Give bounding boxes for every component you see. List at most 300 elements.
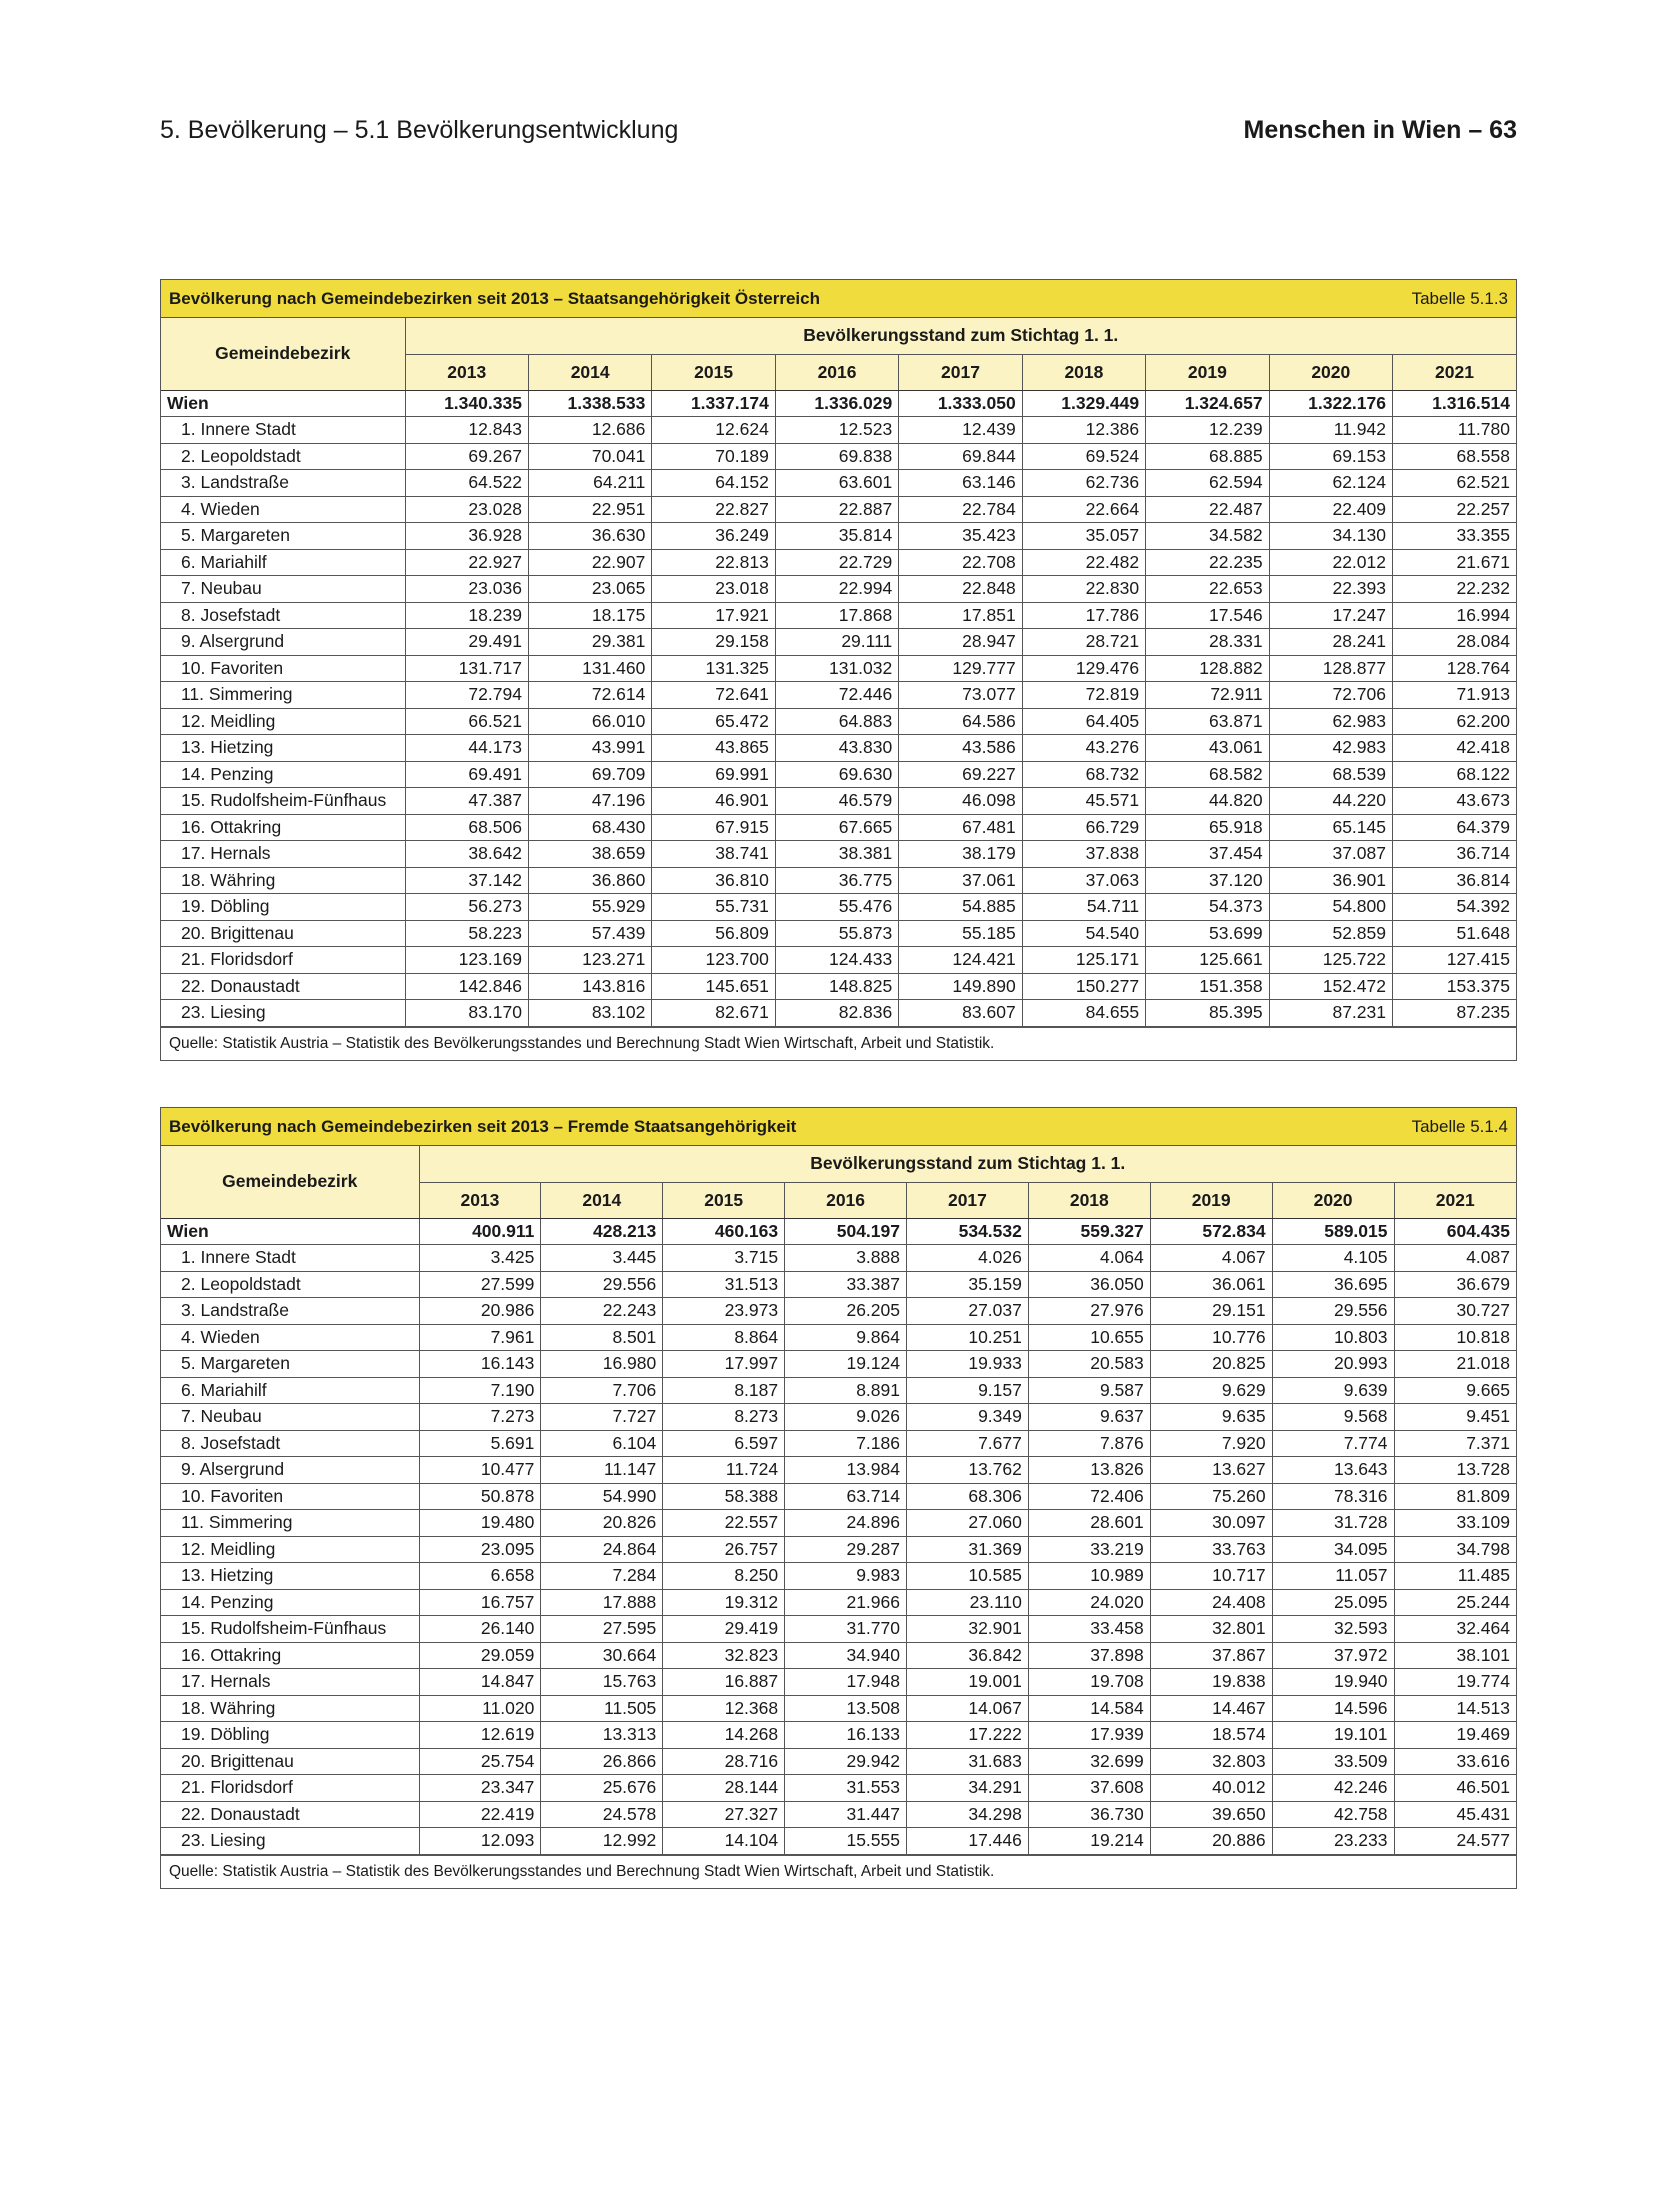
population-value: 31.683 — [907, 1748, 1029, 1775]
population-value: 125.171 — [1022, 947, 1145, 974]
population-value: 22.848 — [899, 576, 1022, 603]
table-row — [161, 1536, 1516, 1563]
population-value: 34.940 — [785, 1642, 907, 1669]
population-value: 400.911 — [419, 1218, 541, 1245]
population-value: 33.219 — [1028, 1536, 1150, 1563]
population-value: 7.186 — [785, 1430, 907, 1457]
table-title: Bevölkerung nach Gemeindebezirken seit 2013 – Fremde Staatsangehörigkeit — [169, 1116, 797, 1136]
population-value: 32.801 — [1150, 1616, 1272, 1643]
population-value: 34.095 — [1272, 1536, 1394, 1563]
population-value: 23.095 — [419, 1536, 541, 1563]
population-value: 54.885 — [899, 894, 1022, 921]
table-row — [161, 655, 1516, 682]
population-value: 7.774 — [1272, 1430, 1394, 1457]
district-name: 6. Mariahilf — [161, 549, 405, 576]
table-row — [161, 1642, 1516, 1669]
table-row — [161, 417, 1516, 444]
population-value: 16.757 — [419, 1589, 541, 1616]
population-value: 35.814 — [775, 523, 898, 550]
population-value: 6.597 — [663, 1430, 785, 1457]
population-value: 3.715 — [663, 1245, 785, 1272]
column-group-header: Bevölkerungsstand zum Stichtag 1. 1. — [419, 1146, 1516, 1182]
population-value: 32.803 — [1150, 1748, 1272, 1775]
population-value: 7.371 — [1394, 1430, 1516, 1457]
population-value: 16.133 — [785, 1722, 907, 1749]
population-value: 50.878 — [419, 1483, 541, 1510]
population-value: 55.929 — [528, 894, 651, 921]
table-row — [161, 947, 1516, 974]
population-value: 29.111 — [775, 629, 898, 656]
population-value: 23.233 — [1272, 1828, 1394, 1855]
population-value: 19.312 — [663, 1589, 785, 1616]
population-value: 20.825 — [1150, 1351, 1272, 1378]
population-value: 36.860 — [528, 867, 651, 894]
population-value: 23.028 — [405, 496, 528, 523]
population-value: 559.327 — [1028, 1218, 1150, 1245]
district-name: 14. Penzing — [161, 761, 405, 788]
population-value: 22.653 — [1146, 576, 1269, 603]
population-value: 12.386 — [1022, 417, 1145, 444]
population-value: 55.185 — [899, 920, 1022, 947]
population-value: 64.211 — [528, 470, 651, 497]
population-value: 29.491 — [405, 629, 528, 656]
population-value: 36.730 — [1028, 1801, 1150, 1828]
table-row — [161, 1000, 1516, 1027]
population-value: 129.476 — [1022, 655, 1145, 682]
population-value: 9.587 — [1028, 1377, 1150, 1404]
table-row — [161, 1510, 1516, 1537]
population-value: 46.579 — [775, 788, 898, 815]
population-value: 14.467 — [1150, 1695, 1272, 1722]
population-value: 37.061 — [899, 867, 1022, 894]
population-value: 125.722 — [1269, 947, 1392, 974]
district-name: 16. Ottakring — [161, 1642, 419, 1669]
population-value: 29.419 — [663, 1616, 785, 1643]
population-value: 62.200 — [1393, 708, 1517, 735]
population-value: 9.637 — [1028, 1404, 1150, 1431]
column-header-gemeindebezirk: Gemeindebezirk — [161, 1146, 419, 1218]
population-value: 131.460 — [528, 655, 651, 682]
population-value: 9.629 — [1150, 1377, 1272, 1404]
population-value: 69.524 — [1022, 443, 1145, 470]
population-value: 33.387 — [785, 1271, 907, 1298]
table-row — [161, 1563, 1516, 1590]
population-value: 19.001 — [907, 1669, 1029, 1696]
population-value: 25.754 — [419, 1748, 541, 1775]
population-value: 128.764 — [1393, 655, 1517, 682]
population-value: 29.556 — [1272, 1298, 1394, 1325]
population-value: 63.601 — [775, 470, 898, 497]
population-value: 52.859 — [1269, 920, 1392, 947]
population-value: 54.990 — [541, 1483, 663, 1510]
population-value: 27.327 — [663, 1801, 785, 1828]
population-value: 34.798 — [1394, 1536, 1516, 1563]
population-value: 124.421 — [899, 947, 1022, 974]
population-value: 57.439 — [528, 920, 651, 947]
population-value: 27.599 — [419, 1271, 541, 1298]
population-value: 67.915 — [652, 814, 775, 841]
table-body — [161, 390, 1516, 1026]
population-value: 33.355 — [1393, 523, 1517, 550]
population-value: 1.322.176 — [1269, 390, 1392, 417]
population-value: 10.655 — [1028, 1324, 1150, 1351]
population-value: 24.864 — [541, 1536, 663, 1563]
district-name: 5. Margareten — [161, 1351, 419, 1378]
population-value: 17.997 — [663, 1351, 785, 1378]
population-value: 23.036 — [405, 576, 528, 603]
population-value: 28.331 — [1146, 629, 1269, 656]
column-group-header: Bevölkerungsstand zum Stichtag 1. 1. — [405, 318, 1516, 354]
population-value: 68.430 — [528, 814, 651, 841]
table-row — [161, 470, 1516, 497]
population-value: 29.381 — [528, 629, 651, 656]
table-row — [161, 1457, 1516, 1484]
population-value: 22.232 — [1393, 576, 1517, 603]
population-value: 25.095 — [1272, 1589, 1394, 1616]
population-value: 145.651 — [652, 973, 775, 1000]
district-name: 19. Döbling — [161, 894, 405, 921]
table-row — [161, 841, 1516, 868]
population-value: 22.557 — [663, 1510, 785, 1537]
population-value: 1.329.449 — [1022, 390, 1145, 417]
district-name: 21. Floridsdorf — [161, 947, 405, 974]
population-value: 460.163 — [663, 1218, 785, 1245]
district-name: 22. Donaustadt — [161, 1801, 419, 1828]
table-row — [161, 1748, 1516, 1775]
population-value: 37.898 — [1028, 1642, 1150, 1669]
district-name: 17. Hernals — [161, 1669, 419, 1696]
population-value: 22.393 — [1269, 576, 1392, 603]
population-value: 20.886 — [1150, 1828, 1272, 1855]
population-value: 72.706 — [1269, 682, 1392, 709]
population-value: 24.020 — [1028, 1589, 1150, 1616]
publication-title: Menschen in Wien – 63 — [1243, 115, 1517, 144]
population-value: 19.101 — [1272, 1722, 1394, 1749]
population-value: 36.928 — [405, 523, 528, 550]
table-row — [161, 761, 1516, 788]
population-value: 129.777 — [899, 655, 1022, 682]
population-value: 37.972 — [1272, 1642, 1394, 1669]
year-header: 2021 — [1393, 354, 1517, 390]
population-value: 9.568 — [1272, 1404, 1394, 1431]
population-value: 37.120 — [1146, 867, 1269, 894]
table-row — [161, 602, 1516, 629]
district-name: 2. Leopoldstadt — [161, 443, 405, 470]
population-value: 31.770 — [785, 1616, 907, 1643]
population-value: 3.445 — [541, 1245, 663, 1272]
table-row — [161, 523, 1516, 550]
population-value: 7.273 — [419, 1404, 541, 1431]
table-row — [161, 682, 1516, 709]
population-value: 38.741 — [652, 841, 775, 868]
year-header: 2020 — [1272, 1182, 1394, 1218]
population-value: 36.714 — [1393, 841, 1517, 868]
population-value: 58.388 — [663, 1483, 785, 1510]
table-row — [161, 1271, 1516, 1298]
population-value: 68.122 — [1393, 761, 1517, 788]
district-name: 1. Innere Stadt — [161, 1245, 419, 1272]
population-value: 31.728 — [1272, 1510, 1394, 1537]
population-value: 62.521 — [1393, 470, 1517, 497]
population-value: 1.333.050 — [899, 390, 1022, 417]
population-value: 14.847 — [419, 1669, 541, 1696]
population-value: 1.336.029 — [775, 390, 898, 417]
population-value: 7.284 — [541, 1563, 663, 1590]
population-value: 46.901 — [652, 788, 775, 815]
district-name: 9. Alsergrund — [161, 1457, 419, 1484]
population-value: 9.635 — [1150, 1404, 1272, 1431]
table-row — [161, 1801, 1516, 1828]
district-name: 10. Favoriten — [161, 655, 405, 682]
population-value: 62.983 — [1269, 708, 1392, 735]
district-name: 5. Margareten — [161, 523, 405, 550]
district-name: 17. Hernals — [161, 841, 405, 868]
population-value: 17.851 — [899, 602, 1022, 629]
population-value: 72.819 — [1022, 682, 1145, 709]
population-value: 51.648 — [1393, 920, 1517, 947]
year-header: 2014 — [528, 354, 651, 390]
population-value: 8.250 — [663, 1563, 785, 1590]
population-value: 38.659 — [528, 841, 651, 868]
population-value: 142.846 — [405, 973, 528, 1000]
population-value: 27.595 — [541, 1616, 663, 1643]
population-value: 10.776 — [1150, 1324, 1272, 1351]
population-value: 28.947 — [899, 629, 1022, 656]
year-header: 2013 — [405, 354, 528, 390]
population-value: 28.241 — [1269, 629, 1392, 656]
table-row — [161, 1404, 1516, 1431]
population-value: 6.658 — [419, 1563, 541, 1590]
population-value: 572.834 — [1150, 1218, 1272, 1245]
district-name: Wien — [161, 1218, 419, 1245]
population-value: 69.227 — [899, 761, 1022, 788]
population-value: 13.313 — [541, 1722, 663, 1749]
district-name: 12. Meidling — [161, 1536, 419, 1563]
population-value: 19.838 — [1150, 1669, 1272, 1696]
population-value: 19.469 — [1394, 1722, 1516, 1749]
table-row — [161, 973, 1516, 1000]
population-value: 55.476 — [775, 894, 898, 921]
population-value: 1.340.335 — [405, 390, 528, 417]
population-value: 149.890 — [899, 973, 1022, 1000]
population-value: 33.109 — [1394, 1510, 1516, 1537]
population-value: 22.708 — [899, 549, 1022, 576]
population-value: 68.506 — [405, 814, 528, 841]
population-value: 13.627 — [1150, 1457, 1272, 1484]
population-value: 3.425 — [419, 1245, 541, 1272]
population-value: 8.273 — [663, 1404, 785, 1431]
population-value: 28.721 — [1022, 629, 1145, 656]
population-value: 43.586 — [899, 735, 1022, 762]
population-value: 69.844 — [899, 443, 1022, 470]
population-value: 123.169 — [405, 947, 528, 974]
population-value: 55.731 — [652, 894, 775, 921]
population-value: 69.630 — [775, 761, 898, 788]
population-value: 40.012 — [1150, 1775, 1272, 1802]
population-value: 64.152 — [652, 470, 775, 497]
population-value: 22.813 — [652, 549, 775, 576]
population-value: 428.213 — [541, 1218, 663, 1245]
population-value: 7.706 — [541, 1377, 663, 1404]
district-name: 19. Döbling — [161, 1722, 419, 1749]
population-value: 68.558 — [1393, 443, 1517, 470]
district-name: 21. Floridsdorf — [161, 1775, 419, 1802]
population-value: 10.989 — [1028, 1563, 1150, 1590]
population-value: 43.991 — [528, 735, 651, 762]
population-value: 54.373 — [1146, 894, 1269, 921]
table-row — [161, 1324, 1516, 1351]
population-value: 128.882 — [1146, 655, 1269, 682]
population-value: 38.381 — [775, 841, 898, 868]
population-value: 69.267 — [405, 443, 528, 470]
table-row — [161, 708, 1516, 735]
population-value: 7.190 — [419, 1377, 541, 1404]
population-value: 20.583 — [1028, 1351, 1150, 1378]
population-value: 604.435 — [1394, 1218, 1516, 1245]
population-value: 13.984 — [785, 1457, 907, 1484]
population-value: 1.316.514 — [1393, 390, 1517, 417]
population-value: 22.784 — [899, 496, 1022, 523]
population-value: 64.522 — [405, 470, 528, 497]
population-value: 46.098 — [899, 788, 1022, 815]
population-value: 14.104 — [663, 1828, 785, 1855]
population-value: 24.896 — [785, 1510, 907, 1537]
population-value: 36.061 — [1150, 1271, 1272, 1298]
population-value: 54.392 — [1393, 894, 1517, 921]
population-value: 29.059 — [419, 1642, 541, 1669]
population-value: 67.481 — [899, 814, 1022, 841]
population-value: 45.431 — [1394, 1801, 1516, 1828]
population-value: 4.064 — [1028, 1245, 1150, 1272]
population-value: 67.665 — [775, 814, 898, 841]
population-value: 589.015 — [1272, 1218, 1394, 1245]
population-value: 28.716 — [663, 1748, 785, 1775]
population-value: 4.026 — [907, 1245, 1029, 1272]
table-row — [161, 867, 1516, 894]
population-value: 16.143 — [419, 1351, 541, 1378]
population-value: 32.823 — [663, 1642, 785, 1669]
population-value: 23.973 — [663, 1298, 785, 1325]
population-value: 72.641 — [652, 682, 775, 709]
population-value: 28.084 — [1393, 629, 1517, 656]
population-value: 44.820 — [1146, 788, 1269, 815]
population-value: 22.951 — [528, 496, 651, 523]
population-value: 131.717 — [405, 655, 528, 682]
population-value: 10.803 — [1272, 1324, 1394, 1351]
table-row — [161, 894, 1516, 921]
district-name: 8. Josefstadt — [161, 1430, 419, 1457]
population-value: 14.584 — [1028, 1695, 1150, 1722]
population-value: 72.406 — [1028, 1483, 1150, 1510]
population-value: 152.472 — [1269, 973, 1392, 1000]
population-value: 37.608 — [1028, 1775, 1150, 1802]
district-name: 6. Mariahilf — [161, 1377, 419, 1404]
district-name: 7. Neubau — [161, 1404, 419, 1431]
year-header: 2016 — [775, 354, 898, 390]
population-value: 20.986 — [419, 1298, 541, 1325]
population-value: 70.041 — [528, 443, 651, 470]
year-header: 2018 — [1028, 1182, 1150, 1218]
population-value: 13.643 — [1272, 1457, 1394, 1484]
population-value: 20.826 — [541, 1510, 663, 1537]
population-value: 31.553 — [785, 1775, 907, 1802]
population-value: 34.130 — [1269, 523, 1392, 550]
population-value: 69.153 — [1269, 443, 1392, 470]
population-value: 17.786 — [1022, 602, 1145, 629]
population-value: 37.454 — [1146, 841, 1269, 868]
population-value: 32.464 — [1394, 1616, 1516, 1643]
population-value: 12.619 — [419, 1722, 541, 1749]
table-row — [161, 496, 1516, 523]
population-value: 23.347 — [419, 1775, 541, 1802]
population-value: 18.175 — [528, 602, 651, 629]
population-value: 62.736 — [1022, 470, 1145, 497]
population-value: 22.012 — [1269, 549, 1392, 576]
population-value: 64.586 — [899, 708, 1022, 735]
table-row — [161, 1430, 1516, 1457]
population-value: 22.827 — [652, 496, 775, 523]
table-block-foreign — [160, 1107, 1517, 1889]
population-value: 65.918 — [1146, 814, 1269, 841]
population-value: 22.487 — [1146, 496, 1269, 523]
population-value: 6.104 — [541, 1430, 663, 1457]
population-value: 70.189 — [652, 443, 775, 470]
population-value: 37.867 — [1150, 1642, 1272, 1669]
population-value: 54.800 — [1269, 894, 1392, 921]
year-header: 2017 — [899, 354, 1022, 390]
population-value: 68.306 — [907, 1483, 1029, 1510]
population-value: 20.993 — [1272, 1351, 1394, 1378]
year-header: 2017 — [907, 1182, 1029, 1218]
population-value: 38.642 — [405, 841, 528, 868]
population-value: 39.650 — [1150, 1801, 1272, 1828]
table-row — [161, 1775, 1516, 1802]
population-value: 15.763 — [541, 1669, 663, 1696]
population-value: 8.501 — [541, 1324, 663, 1351]
table-row — [161, 1616, 1516, 1643]
population-value: 10.717 — [1150, 1563, 1272, 1590]
population-value: 153.375 — [1393, 973, 1517, 1000]
population-value: 19.708 — [1028, 1669, 1150, 1696]
population-value: 72.614 — [528, 682, 651, 709]
population-value: 84.655 — [1022, 1000, 1145, 1027]
district-name: 4. Wieden — [161, 496, 405, 523]
population-value: 87.231 — [1269, 1000, 1392, 1027]
population-value: 125.661 — [1146, 947, 1269, 974]
district-name: 9. Alsergrund — [161, 629, 405, 656]
district-name: 1. Innere Stadt — [161, 417, 405, 444]
population-value: 12.368 — [663, 1695, 785, 1722]
column-header-gemeindebezirk: Gemeindebezirk — [161, 318, 405, 390]
population-value: 16.994 — [1393, 602, 1517, 629]
population-value: 17.948 — [785, 1669, 907, 1696]
population-value: 26.205 — [785, 1298, 907, 1325]
population-value: 18.239 — [405, 602, 528, 629]
district-name: 11. Simmering — [161, 682, 405, 709]
population-value: 32.699 — [1028, 1748, 1150, 1775]
population-value: 22.907 — [528, 549, 651, 576]
table-title-bar — [161, 280, 1516, 318]
population-value: 148.825 — [775, 973, 898, 1000]
district-name: 20. Brigittenau — [161, 920, 405, 947]
district-name: 7. Neubau — [161, 576, 405, 603]
population-value: 7.876 — [1028, 1430, 1150, 1457]
population-value: 13.762 — [907, 1457, 1029, 1484]
table-number: Tabelle 5.1.4 — [1411, 1116, 1508, 1136]
population-value: 38.101 — [1394, 1642, 1516, 1669]
table-row-total — [161, 390, 1516, 417]
population-value: 22.235 — [1146, 549, 1269, 576]
